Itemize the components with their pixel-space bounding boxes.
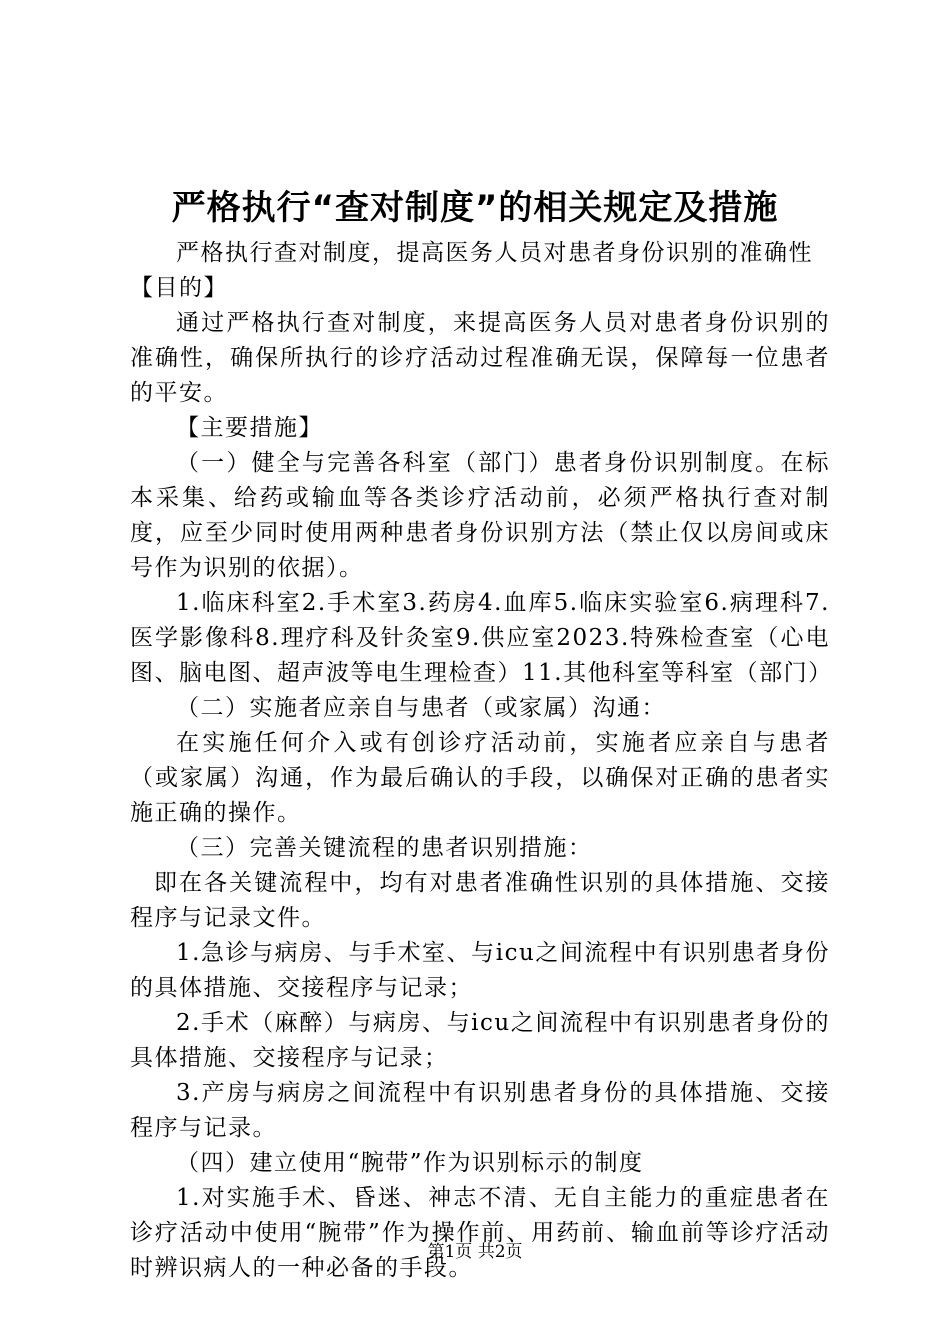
paragraph-measure-1: （一）健全与完善各科室（部门）患者身份识别制度。在标本采集、给药或输血等各类诊疗活动前，必须严格执行查对制度，应至少同时使用两种患者身份识别方法（禁止仅以房间或床号作为识别的依据）。 bbox=[130, 450, 830, 581]
paragraph-department-list: 1.临床科室2.手术室3.药房4.血库5.临床实验室6.病理科7.医学影像科8.理疗科及针灸室9.供应室2023.特殊检查室（心电图、脑电图、超声波等电生理检查）11.其他科室等科室（部门） bbox=[130, 590, 833, 686]
paragraph-measure-4-item-1: 1.对实施手术、昏迷、神志不清、无自主能力的重症患者在诊疗活动中使用“腕带”作为操作前、用药前、输血前等诊疗活动时辨识病人的一种必备的手段。 bbox=[130, 1185, 830, 1281]
heading-measure-2: （二）实施者应亲自与患者（或家属）沟通： bbox=[176, 695, 666, 721]
paragraph-purpose: 通过严格执行查对制度，来提高医务人员对患者身份识别的准确性，确保所执行的诊疗活动过程准确无误，保障每一位患者的平安。 bbox=[130, 310, 830, 406]
page-footer: 第1页 共2页 bbox=[427, 1242, 523, 1262]
document-title: 严格执行“查对制度”的相关规定及措施 bbox=[171, 188, 779, 228]
heading-measure-4: （四）建立使用“腕带”作为识别标示的制度 bbox=[176, 1150, 644, 1176]
paragraph-measure-3: 即在各关键流程中，均有对患者准确性识别的具体措施、交接程序与记录文件。 bbox=[130, 870, 830, 931]
heading-measures: 【主要措施】 bbox=[176, 415, 323, 441]
paragraph-intro: 严格执行查对制度，提高医务人员对患者身份识别的准确性 bbox=[176, 240, 813, 266]
paragraph-measure-3-item-2: 2.手术（麻醉）与病房、与icu之间流程中有识别患者身份的具体措施、交接程序与记录； bbox=[130, 1010, 830, 1071]
heading-purpose: 【目的】 bbox=[130, 275, 228, 301]
heading-measure-3: （三）完善关键流程的患者识别措施： bbox=[176, 835, 593, 861]
document-body bbox=[130, 236, 833, 1286]
paragraph-measure-3-item-3: 3.产房与病房之间流程中有识别患者身份的具体措施、交接程序与记录。 bbox=[130, 1080, 830, 1141]
paragraph-measure-2: 在实施任何介入或有创诊疗活动前，实施者应亲自与患者（或家属）沟通，作为最后确认的手段，以确保对正确的患者实施正确的操作。 bbox=[130, 730, 830, 826]
paragraph-measure-3-item-1: 1.急诊与病房、与手术室、与icu之间流程中有识别患者身份的具体措施、交接程序与记录； bbox=[130, 940, 830, 1001]
